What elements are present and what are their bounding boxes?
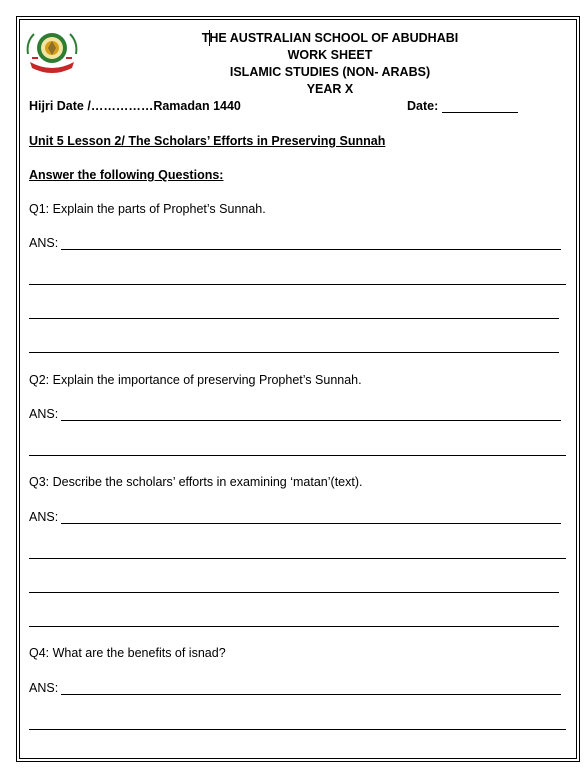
answer-label: ANS: xyxy=(29,510,59,524)
answer-line[interactable] xyxy=(61,249,561,250)
answer-line[interactable] xyxy=(29,318,559,319)
answer-line[interactable] xyxy=(29,626,559,627)
answer-line[interactable] xyxy=(29,284,566,285)
answer-line[interactable] xyxy=(29,558,566,559)
answer-line[interactable] xyxy=(29,592,559,593)
document-type: WORK SHEET xyxy=(287,48,373,62)
answer-line[interactable] xyxy=(29,455,566,456)
answer-line[interactable] xyxy=(61,523,561,524)
school-name: THE AUSTRALIAN SCHOOL OF ABUDHABI xyxy=(201,31,459,45)
date-blank-line[interactable] xyxy=(442,112,518,113)
unit-title: Unit 5 Lesson 2/ The Scholars’ Efforts in Preserving Sunnah xyxy=(29,134,386,148)
answer-line[interactable] xyxy=(29,729,566,730)
answer-line[interactable] xyxy=(61,694,561,695)
question-1: Q1: Explain the parts of Prophet’s Sunnah. xyxy=(29,202,266,216)
answer-label: ANS: xyxy=(29,681,59,695)
answer-line[interactable] xyxy=(29,352,559,353)
instructions: Answer the following Questions: xyxy=(29,168,224,182)
question-2: Q2: Explain the importance of preserving Prophet’s Sunnah. xyxy=(29,373,362,387)
date-label: Date: xyxy=(407,99,439,113)
school-logo-icon xyxy=(24,28,80,74)
answer-line[interactable] xyxy=(61,420,561,421)
subject-title: ISLAMIC STUDIES (NON- ARABS) xyxy=(229,65,431,79)
question-3: Q3: Describe the scholars’ efforts in examining ‘matan’(text). xyxy=(29,475,363,489)
answer-label: ANS: xyxy=(29,236,59,250)
hijri-date: Hijri Date /……………Ramadan 1440 xyxy=(29,99,241,113)
question-4: Q4: What are the benefits of isnad? xyxy=(29,646,226,660)
year-label: YEAR X xyxy=(306,82,354,96)
answer-label: ANS: xyxy=(29,407,59,421)
